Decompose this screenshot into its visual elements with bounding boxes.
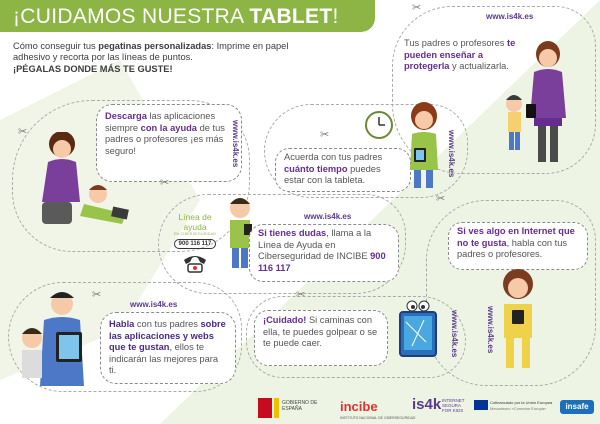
clock-icon [364, 110, 394, 140]
incibe-text: incibe [340, 399, 378, 414]
sticker-url: www.is4k.es [486, 306, 495, 354]
scissors-icon: ✂ [320, 129, 330, 141]
sticker-apps-text: Habla con tus padres sobre las aplicaciones y webs que te gustan, ellos te indicarán las mejores para ti. [100, 312, 236, 384]
footer-logos [0, 394, 600, 424]
scissors-icon: ✂ [436, 193, 446, 205]
incibe-logo [340, 398, 415, 420]
sticker-download-text: Descarga las aplicaciones siempre con la ayuda de tus padres o profesores ¡es más seguro! [96, 104, 242, 182]
mother-and-daughter-illustration [34, 132, 144, 244]
insafe-logo: insafe [560, 400, 594, 414]
sticker-url: www.is4k.es [486, 12, 534, 21]
phone-icon [180, 252, 210, 274]
mother-and-child-illustration [500, 38, 580, 168]
helpline-badge-phone: 900 116 117 [174, 239, 216, 249]
is4k-sub2: SEGURA [442, 403, 462, 408]
gov-text: GOBIERNO DE ESPAÑA [282, 400, 318, 412]
sticker-url: www.is4k.es [447, 130, 456, 178]
scissors-icon: ✂ [160, 177, 170, 189]
sticker-url: www.is4k.es [450, 310, 459, 358]
sticker-internet-text: Si ves algo en Internet que no te gusta, habla con tus padres o profesores. [448, 222, 588, 270]
scissors-icon: ✂ [412, 2, 422, 14]
is4k-sub1: INTERNET [442, 398, 465, 403]
tablet-icon [394, 298, 444, 362]
sticker-careful-text: ¡Cuidado! Si caminas con ella, te puedes golpear o se te puede caer. [254, 310, 388, 366]
scissors-icon: ✂ [18, 126, 28, 138]
page-title: ¡CUIDAMOS NUESTRA TABLET! [13, 5, 339, 28]
intro-text: Cómo conseguir tus pegatinas personalizadas: Imprime en papel adhesivo y recorta por las líneas de puntos. ¡PÉGALAS DONDE MÁS TE GUSTE! [13, 41, 289, 74]
sticker-parents-text: Tus padres o profesores te pueden enseñar a protegerla y actualizarla. [404, 38, 516, 72]
eu-text: Cofinanciado por la Unión Europea [490, 400, 553, 405]
helpline-badge [168, 212, 222, 279]
incibe-sub: INSTITUTO NACIONAL DE CIBERSEGURIDAD [340, 416, 416, 420]
sticker-url: www.is4k.es [304, 212, 352, 221]
sticker-time-text: Acuerda con tus padres cuánto tiempo puedes estar con la tableta. [275, 148, 411, 192]
father-and-son-illustration [12, 286, 112, 388]
title-bar [0, 0, 375, 32]
worried-girl-illustration [494, 268, 544, 372]
is4k-logo [412, 396, 465, 414]
scissors-icon: ✂ [296, 289, 306, 301]
girl-with-tablet-illustration [400, 100, 450, 192]
sticker-helpline-text: Si tienes dudas, llama a la Línea de Ayuda en Ciberseguridad de INCIBE 900 116 117 [249, 224, 399, 282]
sticker-url: www.is4k.es [130, 300, 178, 309]
sticker-url: www.is4k.es [231, 120, 240, 168]
eu-sub: Mecanismo «Conectar Europa» [490, 406, 547, 411]
gov-spain-logo [258, 398, 330, 418]
is4k-sub3: FOR KIDS [442, 408, 464, 413]
helpline-badge-sub: EN CIBERSEGURIDAD [173, 232, 217, 236]
is4k-text: is4k [412, 396, 442, 413]
helpline-badge-name: Línea de ayuda [178, 212, 212, 232]
scissors-icon: ✂ [92, 289, 102, 301]
